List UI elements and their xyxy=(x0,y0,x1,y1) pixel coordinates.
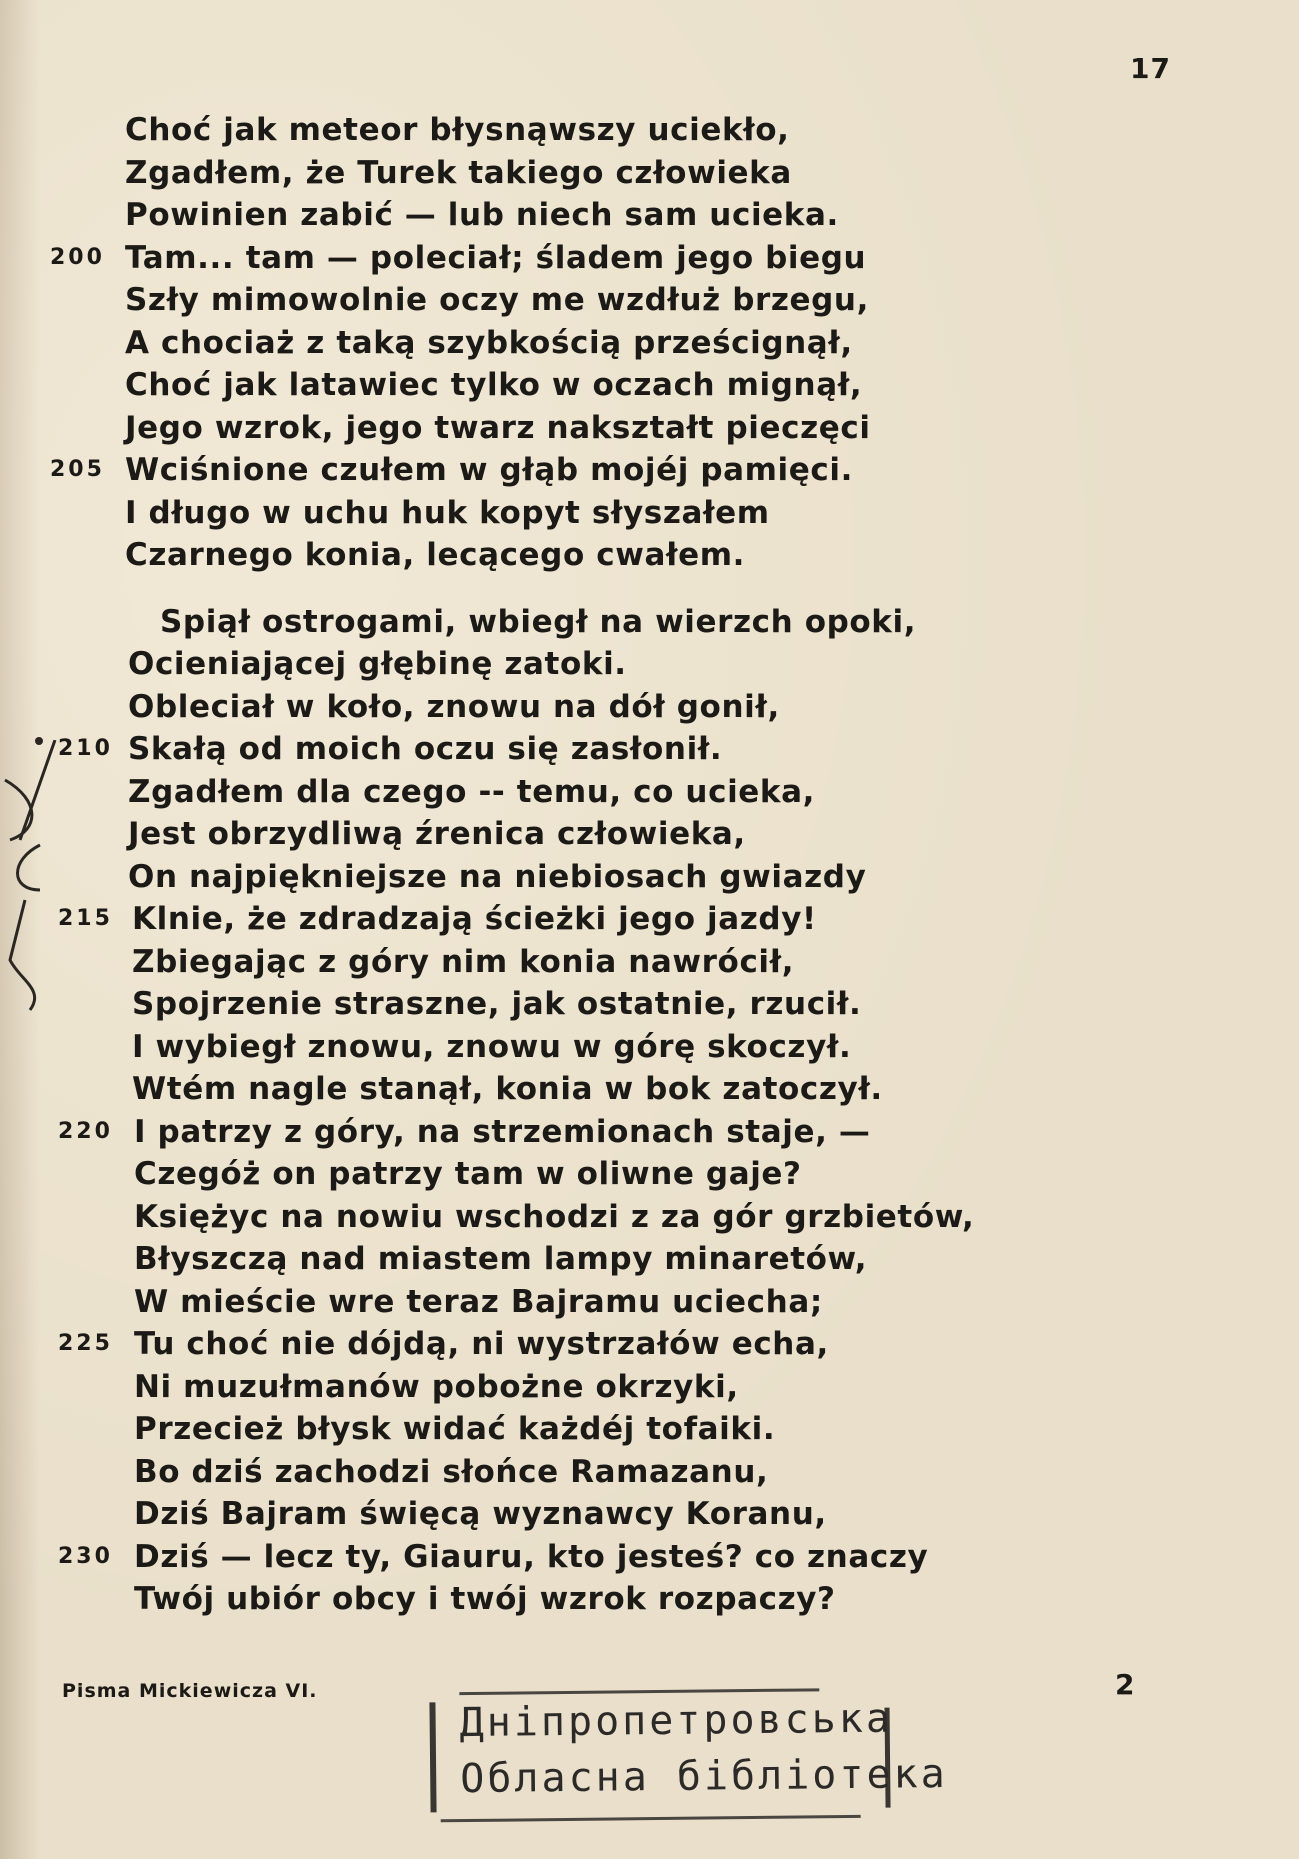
verse-line: Zgadłem dla czego -- temu, co ucieka, xyxy=(128,773,816,810)
verse-line: Zgadłem, że Turek takiego człowieka xyxy=(125,154,792,191)
verse-line: Tu choć nie dójdą, ni wystrzałów echa, xyxy=(134,1326,829,1362)
verse-line: Ni muzułmanów pobożne okrzyki, xyxy=(134,1368,739,1405)
verse-line: Błyszczą nad miastem lampy minaretów, xyxy=(134,1241,868,1277)
verse-line: Wciśnione czułem w głąb mojéj pamięci. xyxy=(125,452,853,488)
verse-line: I długo w uchu huk kopyt słyszałem xyxy=(125,494,770,531)
verse-line: Spojrzenie straszne, jak ostatnie, rzucił. xyxy=(132,986,862,1022)
verse-line: I patrzy z góry, na strzemionach staje, — xyxy=(134,1113,871,1150)
verse-line: Spiął ostrogami, wbiegł na wierzch opoki, xyxy=(160,603,917,640)
verse-line: Obleciał w koło, znowu na dół gonił, xyxy=(128,688,780,725)
line-number: 200 xyxy=(50,244,105,270)
verse-line: Wtém nagle stanął, konia w bok zatoczył. xyxy=(132,1071,883,1107)
verse-line: Czegóż on patrzy tam w oliwne gaje? xyxy=(134,1156,802,1192)
verse-line: Choć jak latawiec tylko w oczach mignął, xyxy=(125,367,863,403)
line-number: 215 xyxy=(58,906,113,931)
line-number: 225 xyxy=(58,1331,113,1356)
line-number: 230 xyxy=(58,1543,113,1569)
verse-line: A chociaż z taką szybkością prześcignął, xyxy=(125,324,853,361)
verse-line: On najpiękniejsze na niebiosach gwiazdy xyxy=(128,858,867,895)
footer-title: Pisma Mickiewicza VI. xyxy=(62,1680,318,1702)
verse-line: W mieście wre teraz Bajramu uciecha; xyxy=(134,1283,823,1320)
verse-line: Przecież błysk widać każdéj tofaiki. xyxy=(134,1411,776,1447)
verse-line: Czarnego konia, lecącego cwałem. xyxy=(125,537,746,573)
verse-line: Dziś — lecz ty, Giauru, kto jesteś? co znaczy xyxy=(134,1538,929,1575)
ink-dot xyxy=(35,737,43,745)
page-number: 17 xyxy=(1130,52,1171,85)
stamp-border xyxy=(429,1702,436,1812)
line-number: 220 xyxy=(58,1118,113,1144)
verse-line: Jego wzrok, jego twarz nakształt pieczęci xyxy=(125,409,871,446)
verse-line: Zbiegając z góry nim konia nawrócił, xyxy=(132,943,795,980)
stamp-rule xyxy=(459,1688,819,1695)
stamp-rule xyxy=(441,1815,861,1822)
verse-line: Choć jak meteor błysnąwszy uciekło, xyxy=(125,112,790,148)
line-number: 210 xyxy=(58,736,113,761)
verse-line: Dziś Bajram święcą wyznawcy Koranu, xyxy=(134,1496,827,1532)
line-number: 205 xyxy=(50,457,105,482)
verse-line: Księżyc na nowiu wschodzi z za gór grzbietów, xyxy=(134,1198,975,1235)
stamp-line-1: Дніпропетровська xyxy=(459,1695,894,1747)
verse-line: Twój ubiór obcy i twój wzrok rozpaczy? xyxy=(134,1581,836,1617)
verse-line: Szły mimowolnie oczy me wzdłuż brzegu, xyxy=(125,282,869,318)
verse-line: Powinien zabić — lub niech sam ucieka. xyxy=(125,197,839,233)
verse-line: Tam... tam — poleciał; śladem jego biegu xyxy=(125,239,867,276)
stamp-line-2: Обласна бібліотека xyxy=(460,1750,948,1803)
sheet-number: 2 xyxy=(1115,1668,1135,1701)
verse-line: Klnie, że zdradzają ścieżki jego jazdy! xyxy=(132,901,817,937)
handwritten-inventory-number xyxy=(0,740,70,1020)
verse-line: Skałą od moich oczu się zasłonił. xyxy=(128,731,723,767)
verse-line: I wybiegł znowu, znowu w górę skoczył. xyxy=(132,1028,852,1065)
verse-line: Bo dziś zachodzi słońce Ramazanu, xyxy=(134,1453,769,1490)
verse-line: Ocieniającej głębinę zatoki. xyxy=(128,646,627,682)
verse-line: Jest obrzydliwą źrenica człowieka, xyxy=(128,816,746,852)
library-stamp xyxy=(429,1688,948,1823)
